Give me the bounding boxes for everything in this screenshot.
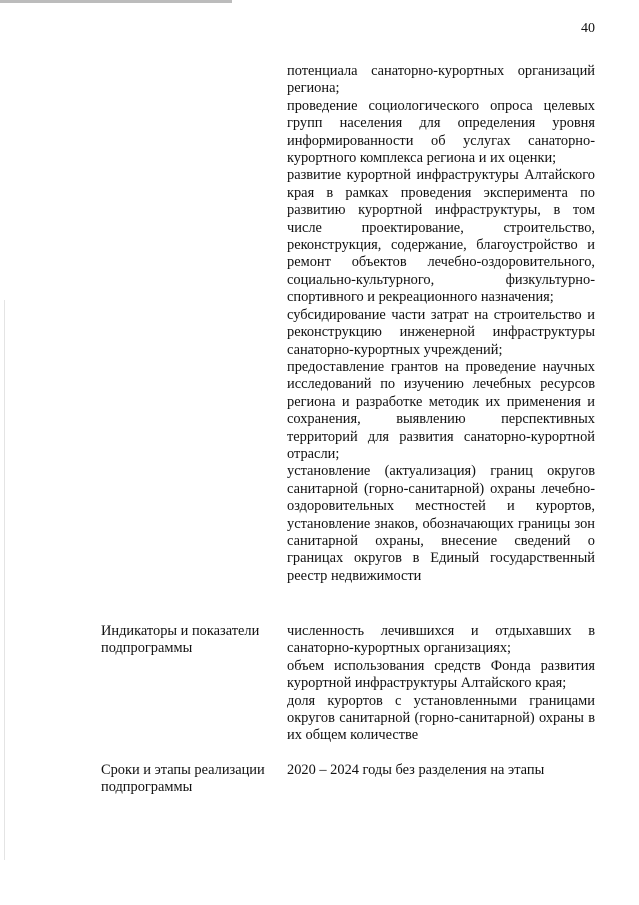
indicator-item: объем использования средств Фонда развития курортной инфраструктуры Алтайского края; (287, 657, 595, 692)
indicators-list (287, 623, 595, 745)
indicators-label: Индикаторы и показатели подпрограммы (101, 623, 260, 657)
terms-label: Сроки и этапы реализации подпрограммы (101, 762, 265, 796)
activity-item: предоставление грантов на проведение научных исследований по изучению лечебных ресурсов региона и разработке методик их применения и сохранения, выявлению перспективных территорий для развития санаторно-курортной отрасли; (287, 358, 595, 462)
activity-item: установление (актуализация) границ округов санитарной (горно-санитарной) охраны лечебно-оздоровительных местностей и курортов, установление знаков, обозначающих границы зон санитарной охраны, внесение сведений о границах округов в Единый государственный реестр недвижимости (287, 463, 595, 584)
top-scan-rule (0, 0, 232, 3)
terms-value: 2020 – 2024 годы без разделения на этапы (287, 762, 545, 778)
activity-item: проведение социологического опроса целевых групп населения для определения уровня информированности об услугах санаторно-курортного комплекса региона и их оценки; (287, 97, 595, 167)
activity-item: субсидирование части затрат на строительство и реконструкцию инженерной инфраструктуры санаторно-курортных учреждений; (287, 306, 595, 358)
activities-list (287, 63, 595, 585)
terms-value-block (287, 762, 595, 779)
indicator-item: доля курортов с установленными границами округов санитарной (горно-санитарной) охраны в их общем количестве (287, 692, 595, 744)
page-number: 40 (581, 21, 595, 36)
activity-item: развитие курортной инфраструктуры Алтайского края в рамках проведения эксперимента по развитию курортной инфраструктуры, в том числе проектирование, строительство, реконструкция, содержание, благоустройство и ремонт объектов лечебно-оздоровительного, социально-культурного, физкультурно-спортивного и рекреационного назначения; (287, 167, 595, 306)
left-scan-edge (4, 300, 5, 860)
activity-item: потенциала санаторно-курортных организаций региона; (287, 63, 595, 97)
indicator-item: численность лечившихся и отдыхавших в санаторно-курортных организациях; (287, 623, 595, 657)
